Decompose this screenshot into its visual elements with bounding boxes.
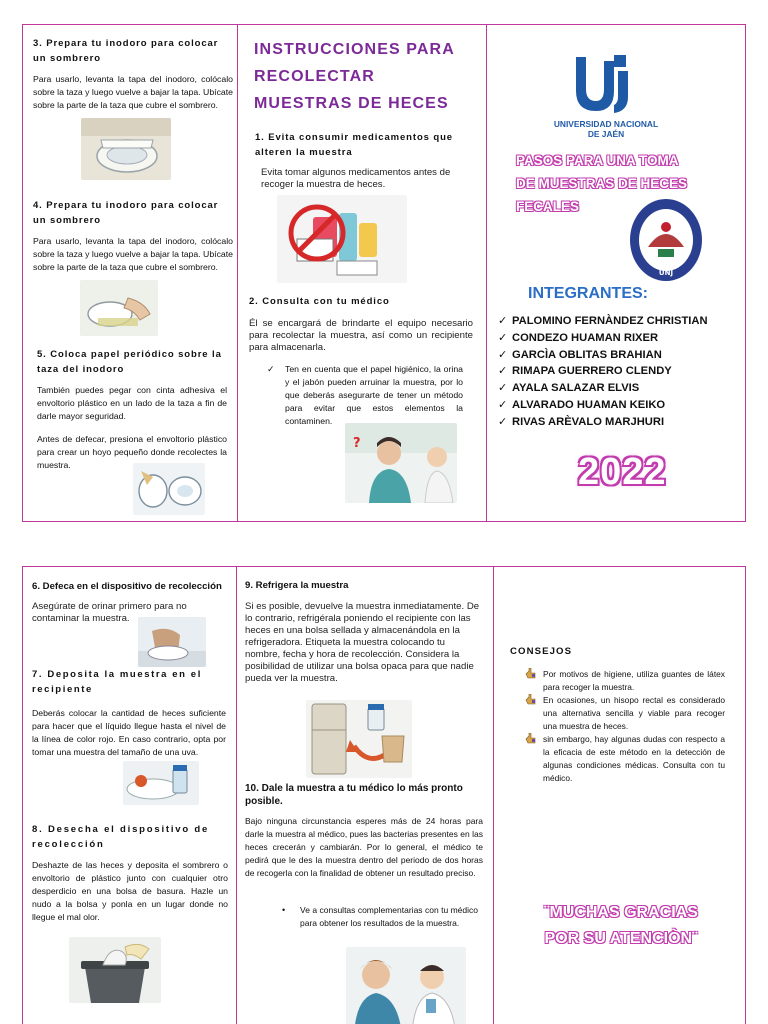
doctor-visit-image <box>346 947 466 1024</box>
year: 2022 <box>578 451 667 493</box>
member-name: RIMAPA GUERRERO CLENDY <box>512 365 672 378</box>
step8-text: Deshazte de las heces y deposita el sombrero o envoltorio de plástico junto con cualquier otro desperdicio en una bolsa de basura. Hazle un nudo a la bolsa y ponla en un lugar donde no llegue el mal olor. <box>32 860 228 922</box>
pasos-title-line-2: DE MUESTRAS DE HECES <box>516 176 688 191</box>
step1-text: Evita tomar algunos medicamentos antes de recoger la muestra de heces. <box>261 167 451 190</box>
pasos-title-line-3: FECALES <box>516 199 580 214</box>
tip-item <box>525 694 725 733</box>
brochure-page-1 <box>22 24 746 522</box>
check-mark-icon: ✓ <box>498 331 508 344</box>
bullet-dot-icon: • <box>282 905 286 915</box>
check-mark-icon: ✓ <box>498 382 508 395</box>
column-right <box>486 25 747 521</box>
step2-note <box>267 363 463 428</box>
sample-container-image <box>123 761 199 805</box>
column-middle <box>237 25 486 521</box>
member-item <box>498 397 744 414</box>
member-name: RIVAS ARÈVALO MARJHURI <box>512 415 665 428</box>
step10-bullet <box>282 904 478 930</box>
step6-text: Asegúrate de orinar primero para no contaminar la muestra. <box>32 601 187 624</box>
check-mark-icon: ✓ <box>498 315 508 327</box>
member-name: PALOMINO FERNÀNDEZ CHRISTIAN <box>512 315 708 327</box>
step2-text: Él se encargará de brindarte el equipo necesario para recolectar la muestra, así como un recipiente para almacenarla. <box>249 318 473 353</box>
step1-heading-text: 1. Evita consumir medicamentos que alteren la muestra <box>255 132 453 158</box>
brochure-page-2 <box>22 566 746 1024</box>
step6-heading: 6. Defeca en el dispositivo de recolección <box>32 581 222 592</box>
member-name: AYALA SALAZAR ELVIS <box>512 382 640 395</box>
step4-heading: 4. Prepara tu inodoro para colocar un sombrero <box>33 200 219 226</box>
member-name: ALVARADO HUAMAN KEIKO <box>512 398 666 411</box>
toilet-prep-image <box>80 280 158 336</box>
thanks-message <box>505 900 737 952</box>
toilet-sitting-image <box>138 617 206 667</box>
tip-text: sin embargo, hay algunas dudas con respecto a la eficacia de este método en la detección de algunas condiciones médicas. Consulta con tu médico. <box>543 734 725 783</box>
faculty-seal-icon <box>628 197 704 283</box>
hand-pointer-icon <box>525 694 537 733</box>
no-medicines-image <box>277 195 407 283</box>
toilet-hat-image <box>81 118 171 180</box>
column-left <box>23 567 236 1024</box>
check-mark-icon: ✓ <box>267 364 275 374</box>
column-middle <box>236 567 493 1024</box>
consejos-label: CONSEJOS <box>510 646 573 657</box>
thanks-line-1: ¨MUCHAS GRACIAS <box>544 904 698 921</box>
tip-text: Por motivos de higiene, utiliza guantes de látex para recoger la muestra. <box>543 669 725 692</box>
refrigerator-image <box>306 700 412 778</box>
step10-text: Bajo ninguna circunstancia esperes más de 24 horas para darle la muestra al médico, pues las bacterias presentes en las heces crecerán y cambiarán. Por lo general, el médico te pedirá que le des la muestra dentro del periodo de dos horas de recogerla con la finalidad de obtener un resultado preciso. <box>245 816 483 878</box>
check-mark-icon: ✓ <box>498 398 508 411</box>
member-item <box>498 330 744 347</box>
pasos-title-line-1: PASOS PARA UNA TOMA <box>516 153 679 168</box>
thanks-line-2: POR SU ATENCIÒN¨ <box>544 930 698 947</box>
column-right <box>493 567 747 1024</box>
main-title-line-2: RECOLECTAR <box>254 68 375 85</box>
column-left <box>23 25 237 521</box>
hand-pointer-icon <box>525 668 537 694</box>
svg-text:?: ? <box>353 436 361 451</box>
step7-heading: 7. Deposita la muestra en el recipiente <box>32 669 202 695</box>
university-logo-icon <box>570 51 634 115</box>
step3-heading: 3. Prepara tu inodoro para colocar un sombrero <box>33 38 219 64</box>
doctor-consult-image <box>345 423 457 503</box>
tip-item <box>525 668 725 694</box>
step10-bullet-text: Ve a consultas complementarias con tu médico para obtener los resultados de la muestra. <box>300 905 478 928</box>
main-title-line-3: MUESTRAS DE HECES <box>254 95 449 112</box>
step1-heading <box>255 130 469 160</box>
check-mark-icon: ✓ <box>498 415 508 428</box>
tips-list <box>525 668 725 785</box>
step4-text: Para usarlo, levanta la tapa del inodoro, colócalo sobre la taza y luego vuelve a bajar la tapa. Ubícate sobre la parte de la taza que cubre el sombrero. <box>33 236 233 272</box>
step5-text-2: Antes de defecar, presiona el envoltorio plástico para crear un hoyo pequeño donde recolectes la muestra. <box>37 434 227 470</box>
toilet-paper-cover-image <box>133 463 205 515</box>
university-name-line-2: DE JAÉN <box>587 129 625 139</box>
main-title-line-1: INSTRUCCIONES PARA <box>254 41 455 58</box>
integrantes-label: INTEGRANTES: <box>528 285 648 302</box>
university-name <box>526 119 686 139</box>
step9-heading: 9. Refrigera la muestra <box>245 580 349 591</box>
member-item <box>498 347 744 364</box>
member-item <box>498 363 744 380</box>
member-item <box>498 380 744 397</box>
member-item <box>498 313 744 330</box>
step7-text: Deberás colocar la cantidad de heces suficiente para hacer que el líquido llegue hasta el nivel de la línea de color rojo. En caso contrario, opta por tomar una muestra del tamaño de una uva. <box>32 708 226 757</box>
step2-note-text: Ten en cuenta que el papel higiénico, la orina y el jabón pueden arruinar la muestra, por lo que deberás asegurarte de tener un método para evitar que estos elementos la contaminen. <box>285 364 463 426</box>
university-name-line-1: UNIVERSIDAD NACIONAL <box>553 119 659 129</box>
step9-text: Si es posible, devuelve la muestra inmediatamente. De lo contrario, refrigérala poniendo el recipiente con las heces en una bolsa sellada y almacenándola en la refrigeradora. Etiqueta la muestra colocando tu nombre, fecha y hora de recolección. Considera la posibilidad de utilizar una bolsa opaca para que nadie pueda ver la muestra. <box>245 601 480 684</box>
check-mark-icon: ✓ <box>498 365 508 378</box>
members-list <box>498 313 744 431</box>
step5-heading: 5. Coloca papel periódico sobre la taza del inodoro <box>37 349 222 375</box>
step2-heading: 2. Consulta con tu médico <box>249 296 390 307</box>
step5-text-1: También puedes pegar con cinta adhesiva el envoltorio plástico en un lado de la taza a fin de darle mayor seguridad. <box>37 385 227 421</box>
main-title <box>254 36 484 117</box>
member-item <box>498 414 744 431</box>
step3-text: Para usarlo, levanta la tapa del inodoro, colócalo sobre la taza y luego vuelve a bajar la tapa. Ubícate sobre la parte de la taza que cubre el sombrero. <box>33 74 233 110</box>
hand-pointer-icon <box>525 733 537 785</box>
trash-disposal-image <box>69 937 161 1003</box>
check-mark-icon: ✓ <box>498 348 508 361</box>
step8-heading: 8. Desecha el dispositivo de recolección <box>32 824 210 850</box>
member-name: CONDEZO HUAMAN RIXER <box>512 331 659 344</box>
tip-text: En ocasiones, un hisopo rectal es considerado una alternativa sencilla y viable para recoger una muestra de heces. <box>543 695 725 731</box>
tip-item <box>525 733 725 785</box>
step10-heading: 10. Dale la muestra a tu médico lo más pronto posible. <box>245 783 463 807</box>
seal-text: UNJ <box>658 269 674 277</box>
member-name: GARCÌA OBLITAS BRAHIAN <box>512 348 662 361</box>
